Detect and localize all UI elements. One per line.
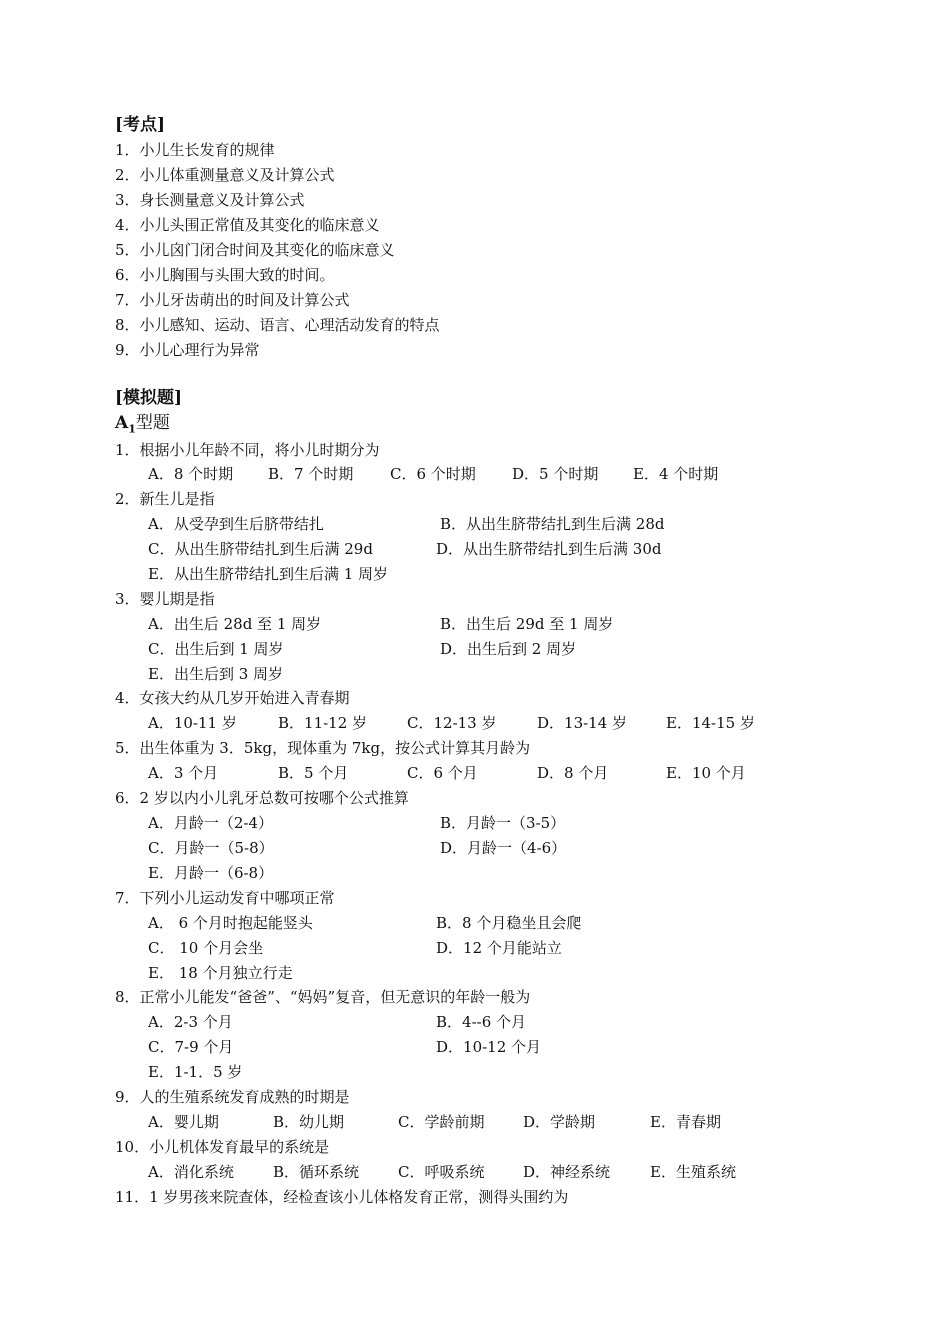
question-option: C．出生后到 1 周岁 [148, 640, 284, 658]
moni-header: [模拟题] [115, 388, 183, 408]
question-option: B．从出生脐带结扎到生后满 28d [440, 515, 665, 533]
question-option: B．7 个时期 [268, 465, 354, 483]
question-option: D．神经系统 [523, 1163, 611, 1181]
question-option: A．婴儿期 [148, 1113, 219, 1131]
question-option: A．3 个月 [148, 764, 219, 782]
question-option: C．学龄前期 [398, 1113, 485, 1131]
question-option: D．12 个月能站立 [436, 939, 562, 957]
question-option: E．4 个时期 [633, 465, 719, 483]
question-option: C． 10 个月会坐 [148, 939, 264, 957]
question-option: C．6 个月 [407, 764, 478, 782]
kaodian-item: 7．小儿牙齿萌出的时间及计算公式 [115, 291, 350, 309]
question-option: D．5 个时期 [512, 465, 599, 483]
question-stem: 11．1 岁男孩来院查体，经检查该小儿体格发育正常，测得头围约为 [115, 1188, 569, 1206]
question-option: C．从出生脐带结扎到生后满 29d [148, 540, 373, 558]
question-option: A． 6 个月时抱起能竖头 [148, 914, 313, 932]
question-option: A．出生后 28d 至 1 周岁 [148, 615, 322, 633]
question-stem: 1．根据小儿年龄不同，将小儿时期分为 [115, 441, 380, 459]
question-option: C．月龄一（5-8） [148, 839, 274, 857]
question-type-label: $A_1$型题 [115, 413, 170, 436]
question-option: D．从出生脐带结扎到生后满 30d [436, 540, 662, 558]
question-option: E．月龄一（6-8） [148, 864, 274, 882]
question-option: C．呼吸系统 [398, 1163, 485, 1181]
question-option: D．10-12 个月 [436, 1038, 542, 1056]
question-stem: 8．正常小儿能发“爸爸”、“妈妈”复音，但无意识的年龄一般为 [115, 988, 531, 1006]
question-option: A．消化系统 [148, 1163, 234, 1181]
kaodian-item: 9．小儿心理行为异常 [115, 341, 260, 359]
question-option: E．14-15 岁 [666, 714, 755, 732]
question-option: E．出生后到 3 周岁 [148, 665, 284, 683]
question-option: B．5 个月 [278, 764, 349, 782]
kaodian-item: 4．小儿头围正常值及其变化的临床意义 [115, 216, 380, 234]
question-option: B．4--6 个月 [436, 1013, 527, 1031]
question-stem: 5．出生体重为 3．5kg，现体重为 7kg，按公式计算其月龄为 [115, 739, 531, 757]
question-option: D．月龄一（4-6） [440, 839, 567, 857]
question-option: A．2-3 个月 [148, 1013, 233, 1031]
kaodian-item: 6．小儿胸围与头围大致的时间。 [115, 266, 335, 284]
question-option: C．6 个时期 [390, 465, 476, 483]
question-option: E．从出生脐带结扎到生后满 1 周岁 [148, 565, 389, 583]
question-stem: 10．小儿机体发育最早的系统是 [115, 1138, 330, 1156]
question-option: B．月龄一（3-5） [440, 814, 566, 832]
kaodian-item: 1．小儿生长发育的规律 [115, 141, 275, 159]
question-option: A．从受孕到生后脐带结扎 [148, 515, 324, 533]
question-option: E．生殖系统 [650, 1163, 736, 1181]
kaodian-item: 8．小儿感知、运动、语言、心理活动发育的特点 [115, 316, 440, 334]
question-option: D．出生后到 2 周岁 [440, 640, 577, 658]
question-option: E． 18 个月独立行走 [148, 964, 293, 982]
question-stem: 3．婴儿期是指 [115, 590, 215, 608]
question-option: A．8 个时期 [148, 465, 234, 483]
question-option: D．8 个月 [537, 764, 609, 782]
question-option: C．7-9 个月 [148, 1038, 234, 1056]
question-option: B．11-12 岁 [278, 714, 368, 732]
question-option: D．13-14 岁 [537, 714, 628, 732]
question-stem: 7．下列小儿运动发育中哪项正常 [115, 889, 335, 907]
kaodian-item: 5．小儿囟门闭合时间及其变化的临床意义 [115, 241, 395, 259]
question-stem: 4．女孩大约从几岁开始进入青春期 [115, 689, 350, 707]
question-option: A．10-11 岁 [148, 714, 237, 732]
kaodian-item: 2．小儿体重测量意义及计算公式 [115, 166, 335, 184]
question-stem: 6．2 岁以内小儿乳牙总数可按哪个公式推算 [115, 789, 409, 807]
kaodian-header: [考点] [115, 115, 166, 135]
question-option: E．10 个月 [666, 764, 746, 782]
question-option: D．学龄期 [523, 1113, 596, 1131]
question-option: B．出生后 29d 至 1 周岁 [440, 615, 614, 633]
question-option: A．月龄一（2-4） [148, 814, 273, 832]
question-option: E．青春期 [650, 1113, 721, 1131]
question-option: C．12-13 岁 [407, 714, 497, 732]
question-option: B．8 个月稳坐且会爬 [436, 914, 582, 932]
question-option: B．循环系统 [273, 1163, 360, 1181]
question-stem: 9．人的生殖系统发育成熟的时期是 [115, 1088, 350, 1106]
kaodian-item: 3．身长测量意义及计算公式 [115, 191, 305, 209]
question-option: B．幼儿期 [273, 1113, 345, 1131]
question-stem: 2．新生儿是指 [115, 490, 215, 508]
question-option: E．1-1．5 岁 [148, 1063, 243, 1081]
